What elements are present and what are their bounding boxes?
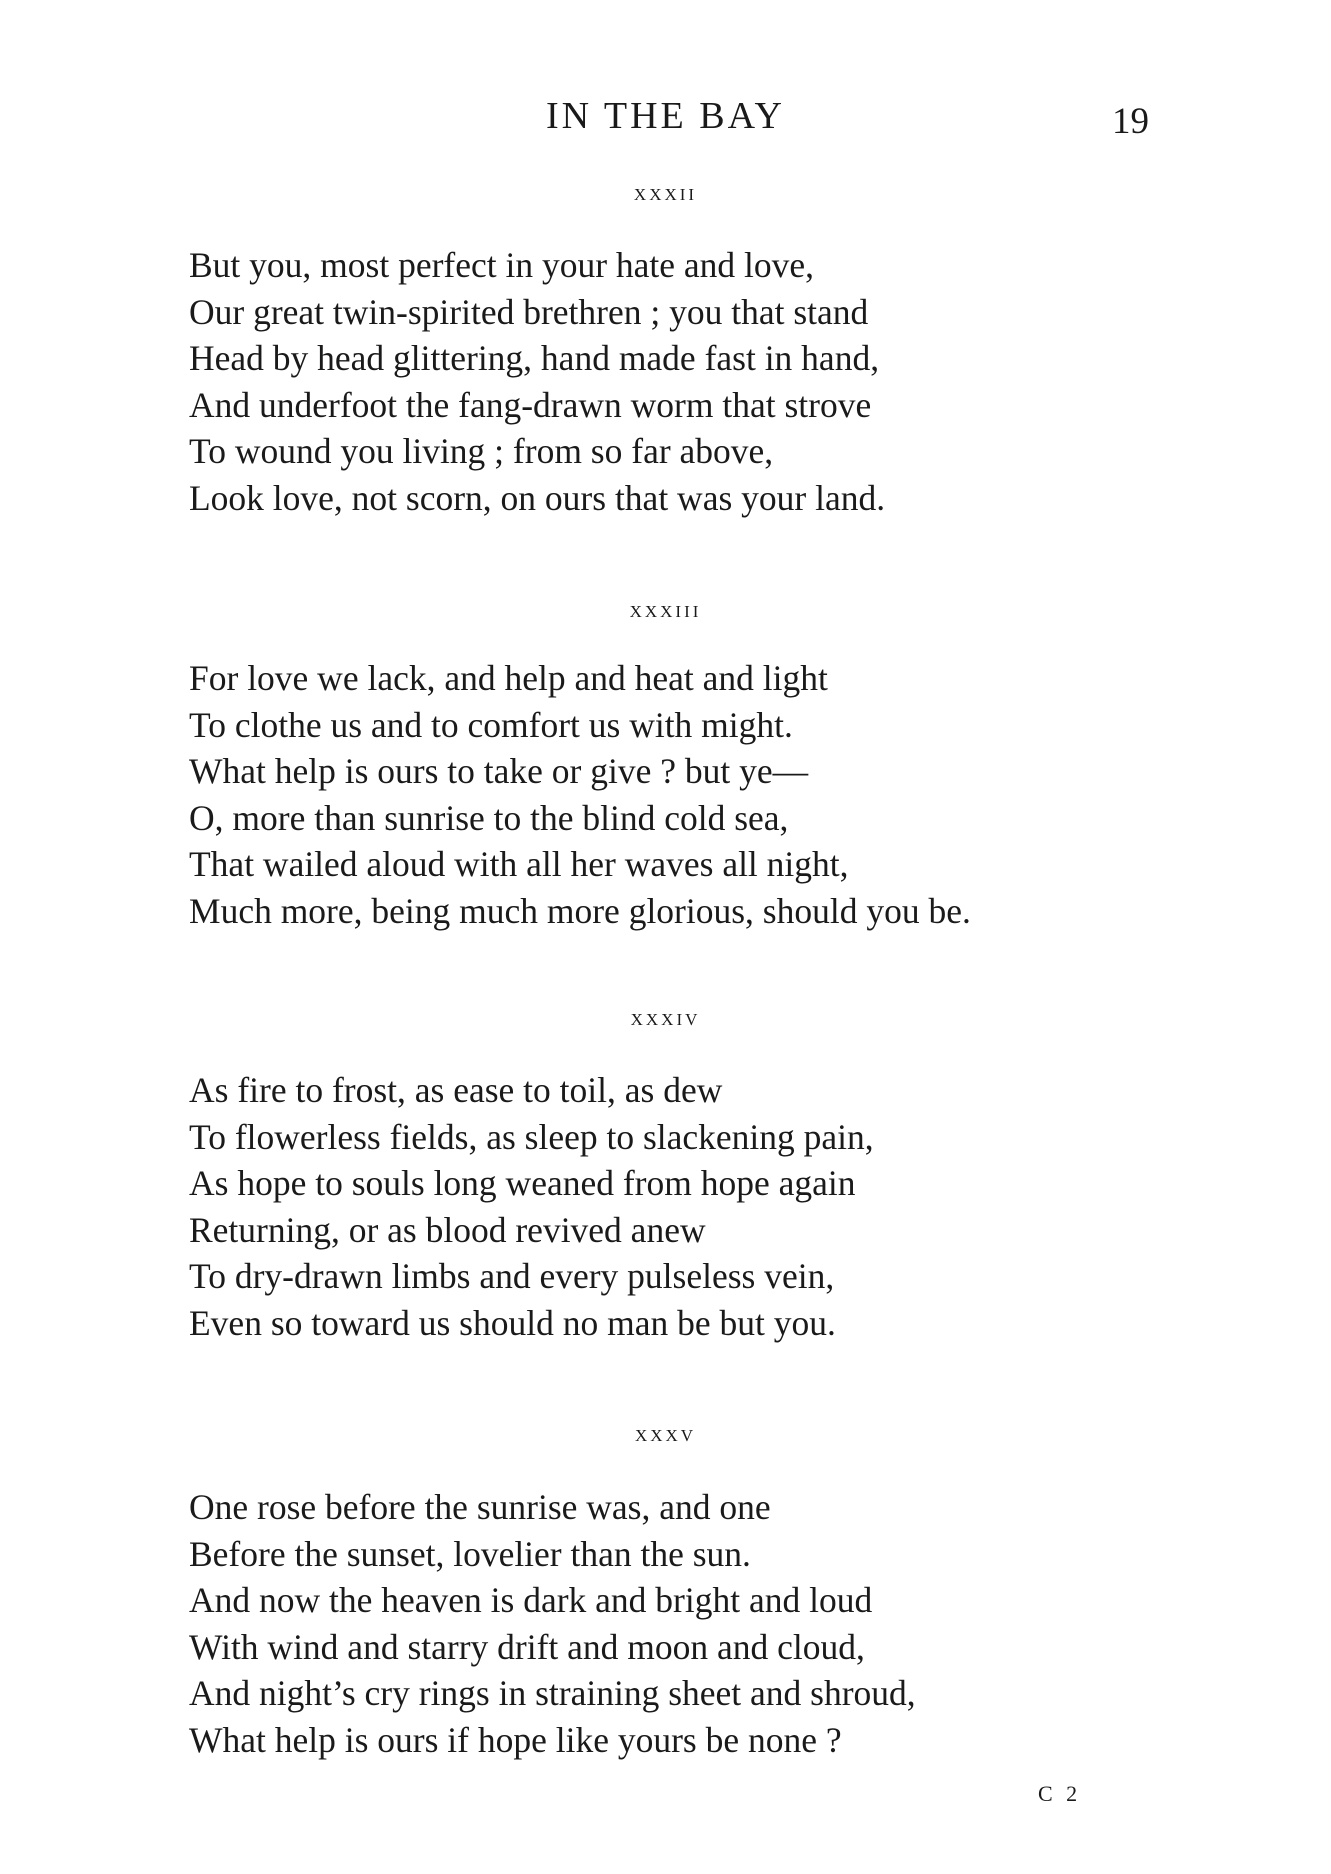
signature-mark: C 2 bbox=[1038, 1781, 1082, 1806]
running-title: IN THE BAY bbox=[545, 95, 786, 137]
verse-line: For love we lack, and help and heat and light bbox=[189, 658, 828, 698]
verse-line: Even so toward us should no man be but you. bbox=[189, 1302, 836, 1343]
stanza-numeral bbox=[0, 178, 1331, 208]
verse-line: Before the sunset, lovelier than the sun. bbox=[189, 1533, 751, 1574]
verse-line: To clothe us and to comfort us with might. bbox=[189, 704, 793, 745]
stanza-xxxv bbox=[189, 1484, 1189, 1764]
verse-line: What help is ours to take or give ? but ye— bbox=[189, 751, 809, 792]
stanza-numeral bbox=[0, 1419, 1331, 1449]
verse-line: What help is ours if hope like yours be none ? bbox=[189, 1719, 842, 1760]
stanza-xxxiii bbox=[189, 655, 1189, 935]
verse-line: Head by head glittering, hand made fast in hand, bbox=[189, 338, 880, 379]
stanza-numeral-text: xxxiv bbox=[630, 1005, 701, 1031]
verse-line: Returning, or as blood revived anew bbox=[189, 1209, 706, 1250]
stanza-numeral bbox=[0, 595, 1331, 625]
verse-line: That wailed aloud with all her waves all night, bbox=[189, 844, 849, 885]
verse-line: To flowerless fields, as sleep to slackening pain, bbox=[189, 1116, 874, 1157]
verse-line: To dry-drawn limbs and every pulseless vein, bbox=[189, 1256, 835, 1297]
verse-line: But you, most perfect in your hate and love, bbox=[189, 245, 815, 285]
verse-line: And now the heaven is dark and bright and loud bbox=[189, 1580, 873, 1621]
stanza-numeral-text: xxxii bbox=[633, 180, 698, 206]
stanza-numeral bbox=[0, 1003, 1331, 1033]
verse-line: Look love, not scorn, on ours that was your land. bbox=[189, 477, 886, 518]
verse-line: As hope to souls long weaned from hope again bbox=[189, 1163, 856, 1204]
verse-line: Much more, being much more glorious, should you be. bbox=[189, 890, 971, 931]
verse-line: To wound you living ; from so far above, bbox=[189, 431, 774, 472]
verse-line: One rose before the sunrise was, and one bbox=[189, 1487, 771, 1527]
verse-line: And underfoot the fang-drawn worm that strove bbox=[189, 384, 872, 425]
verse-line: O, more than sunrise to the blind cold sea, bbox=[189, 797, 789, 838]
verse-line: With wind and starry drift and moon and cloud, bbox=[189, 1626, 865, 1667]
stanza-xxxii bbox=[189, 242, 1189, 522]
stanza-numeral-text: xxxv bbox=[634, 1421, 697, 1447]
verse-line: And night’s cry rings in straining sheet and shroud, bbox=[189, 1673, 916, 1714]
stanza-numeral-text: xxxiii bbox=[629, 597, 702, 623]
page-number: 19 bbox=[1112, 101, 1149, 142]
verse-line: As fire to frost, as ease to toil, as dew bbox=[189, 1070, 723, 1110]
verse-line: Our great twin-spirited brethren ; you that stand bbox=[189, 291, 869, 332]
stanza-xxxiv bbox=[189, 1067, 1189, 1347]
